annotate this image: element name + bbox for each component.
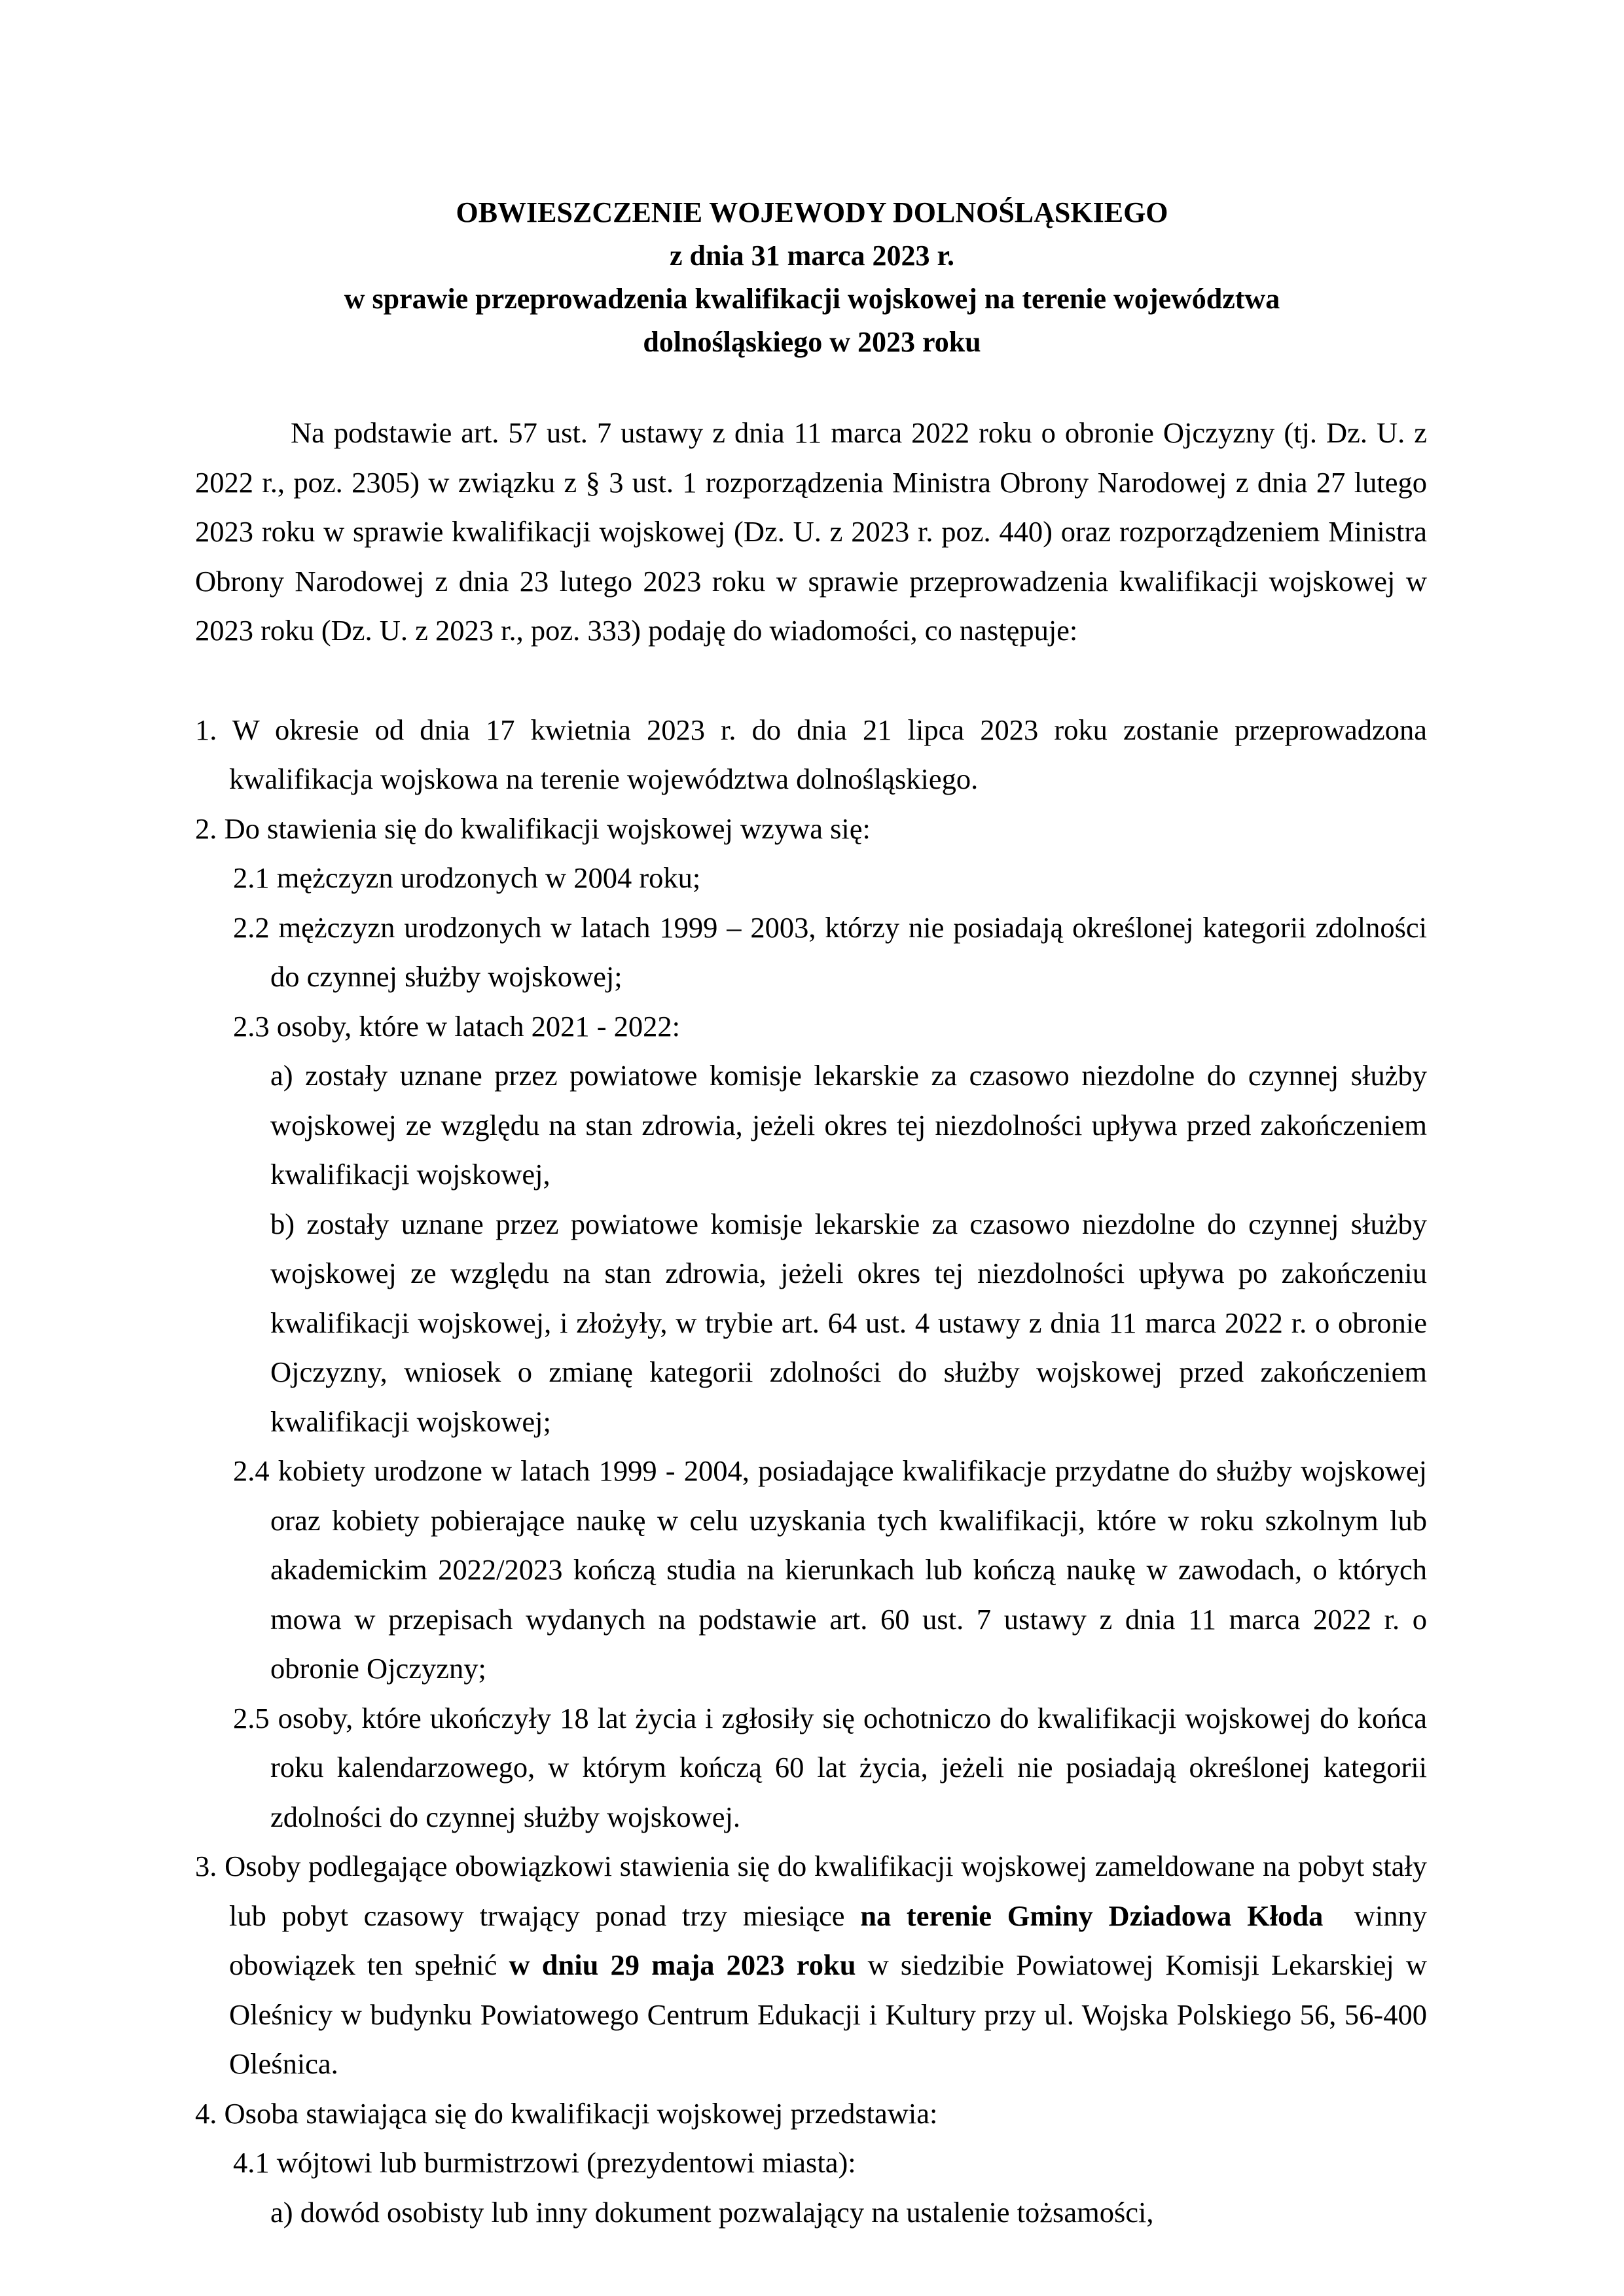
item-2-3-a: a) zostały uznane przez powiatowe komisje lekarskie za czasowo niezdolne do czynnej służby wojskowej ze względu na stan zdrowia, jeżeli okres tej niezdolności upływa przed zakończeniem kwalifikacji wojskowej, bbox=[270, 1059, 1427, 1191]
item-4: 4. Osoba stawiająca się do kwalifikacji wojskowej przedstawia: bbox=[195, 2096, 938, 2130]
intro-paragraph: Na podstawie art. 57 ust. 7 ustawy z dnia 11 marca 2022 roku o obronie Ojczyzny (tj. Dz. U. z 2022 r., poz. 2305) w związku z § 3 ust. 1 rozporządzenia Ministra Obrony Narodowej z dnia 27 lutego 2023 roku w sprawie kwalifikacji wojskowej (Dz. U. z 2023 r. poz. 440) oraz rozporządzeniem Ministra Obrony Narodowej z dnia 23 lutego 2023 roku w sprawie przeprowadzenia kwalifikacji wojskowej w 2023 roku (Dz. U. z 2023 r., poz. 333) podaję do wiadomości, co następuje: bbox=[195, 416, 1427, 647]
item-3-text-3: w siedzibie Powiatowej Komisji Lekarskiej w Oleśnicy w budynku Powiatowego Centrum Edukacji i Kultury przy ul. Wojska Polskiego 56, 56-400 Oleśnica. bbox=[229, 1948, 1427, 2080]
title-line-1: OBWIESZCZENIE WOJEWODY DOLNOŚLĄSKIEGO bbox=[456, 196, 1168, 228]
title-subject-line-2: dolnośląskiego w 2023 roku bbox=[643, 326, 981, 358]
item-4-1: 4.1 wójtowi lub burmistrzowi (prezydentowi miasta): bbox=[233, 2146, 856, 2179]
item-3-date: w dniu 29 maja 2023 roku bbox=[509, 1948, 856, 1981]
item-2-4: 2.4 kobiety urodzone w latach 1999 - 2004, posiadające kwalifikacje przydatne do służby wojskowej oraz kobiety pobierające naukę w celu uzyskania tych kwalifikacji, które w roku szkolnym lub akademickim 2022/2023 kończą studia na kierunkach lub kończą naukę w zawodach, o których mowa w przepisach wydanych na podstawie art. 60 ust. 7 ustawy z dnia 11 marca 2022 r. o obronie Ojczyzny; bbox=[233, 1454, 1427, 1685]
item-3-text-1: 3. Osoby podlegające obowiązkowi stawienia się do kwalifikacji wojskowej zameldowane na pobyt stały lub pobyt czasowy trwający ponad trzy miesiące bbox=[195, 1850, 1427, 1932]
item-2-3-b: b) zostały uznane przez powiatowe komisje lekarskie za czasowo niezdolne do czynnej służby wojskowej ze względu na stan zdrowia, jeżeli okres tej niezdolności upływa po zakończeniu kwalifikacji wojskowej, i złożyły, w trybie art. 64 ust. 4 ustawy z dnia 11 marca 2022 r. o obronie Ojczyzny, wniosek o zmianę kategorii zdolności do służby wojskowej przed zakończeniem kwalifikacji wojskowej; bbox=[270, 1207, 1427, 1438]
title-subject-line-1: w sprawie przeprowadzenia kwalifikacji wojskowej na terenie województwa bbox=[344, 283, 1280, 315]
document-title bbox=[196, 191, 1428, 364]
document-body bbox=[195, 408, 1435, 2237]
item-1: 1. W okresie od dnia 17 kwietnia 2023 r. do dnia 21 lipca 2023 roku zostanie przeprowadzona kwalifikacja wojskowa na terenie województwa dolnośląskiego. bbox=[195, 713, 1427, 795]
item-2-5: 2.5 osoby, które ukończyły 18 lat życia i zgłosiły się ochotniczo do kwalifikacji wojskowej do końca roku kalendarzowego, w którym kończą 60 lat życia, jeżeli nie posiadają określonej kategorii zdolności do czynnej służby wojskowej. bbox=[233, 1701, 1427, 1833]
item-3-location: na terenie Gminy Dziadowa Kłoda bbox=[860, 1899, 1324, 1932]
item-2: 2. Do stawienia się do kwalifikacji wojskowej wzywa się: bbox=[195, 812, 871, 845]
item-3-text-2: winny obowiązek ten spełnić bbox=[229, 1899, 1435, 1981]
item-2-2: 2.2 mężczyzn urodzonych w latach 1999 – 2003, którzy nie posiadają określonej kategorii zdolności do czynnej służby wojskowej; bbox=[233, 910, 1427, 993]
title-date: z dnia 31 marca 2023 r. bbox=[669, 240, 955, 272]
item-3 bbox=[195, 1842, 1435, 2089]
item-2-3: 2.3 osoby, które w latach 2021 - 2022: bbox=[233, 1009, 681, 1043]
item-2-1: 2.1 mężczyzn urodzonych w 2004 roku; bbox=[233, 861, 701, 894]
item-4-1-a: a) dowód osobisty lub inny dokument pozwalający na ustalenie tożsamości, bbox=[270, 2195, 1154, 2229]
